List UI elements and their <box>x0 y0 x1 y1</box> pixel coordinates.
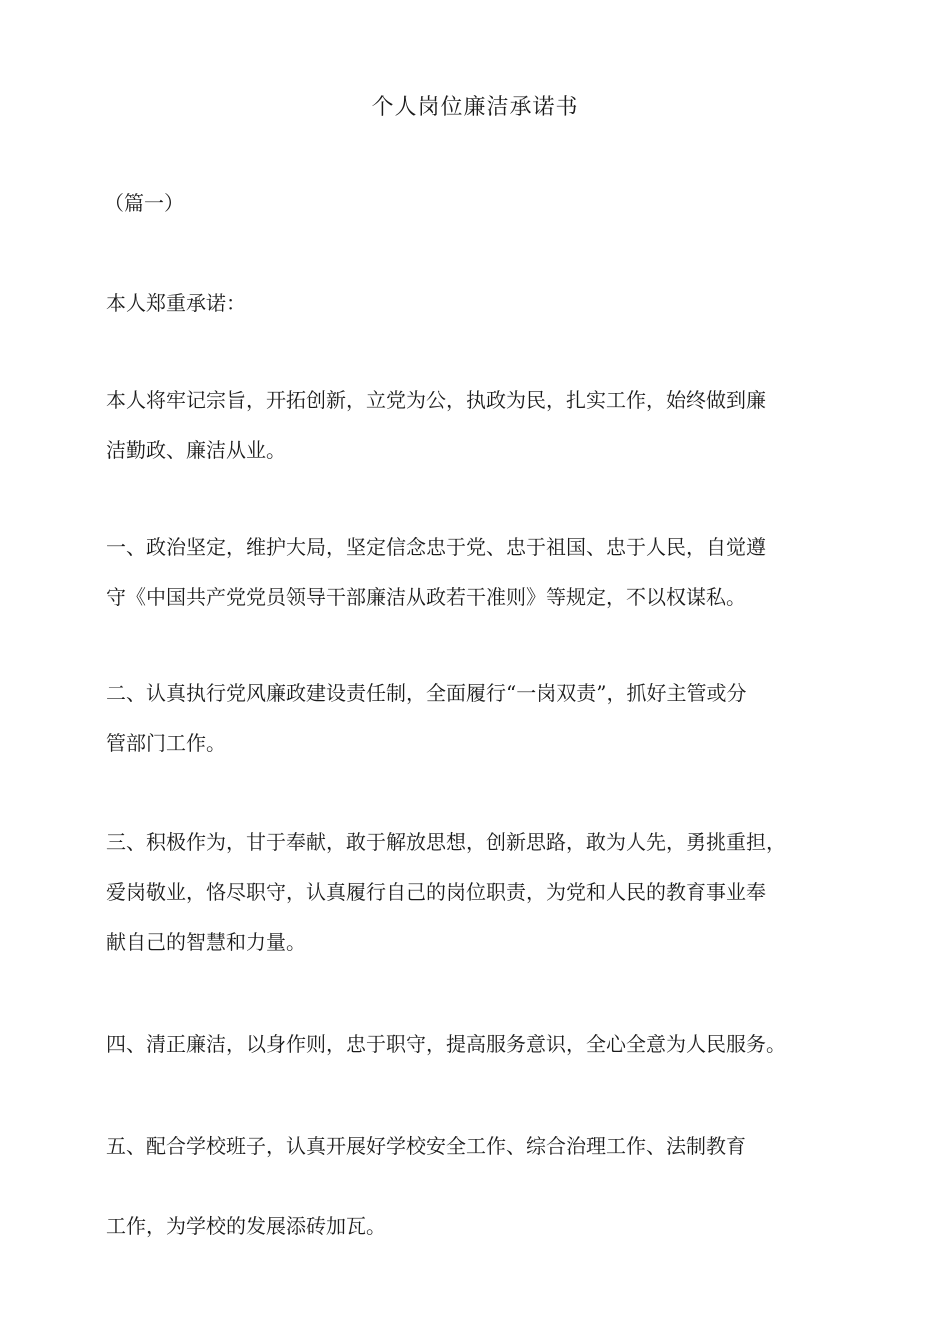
item-3-line-2: 爱岗敬业，恪尽职守，认真履行自己的岗位职责，为党和人民的教育事业奉 <box>106 880 766 904</box>
intro-line <box>106 278 866 328</box>
section-label-text: （篇一） <box>104 191 184 215</box>
item-3-line-3: 献自己的智慧和力量。 <box>106 930 306 954</box>
lead-line-1: 本人将牢记宗旨，开拓创新，立党为公，执政为民，扎实工作，始终做到廉 <box>106 388 766 412</box>
item-2-line-2: 管部门工作。 <box>106 731 226 755</box>
intro-text: 本人郑重承诺： <box>106 291 246 315</box>
item-5-line-1: 五、配合学校班子，认真开展好学校安全工作、综合治理工作、法制教育 <box>106 1134 746 1158</box>
commitment-item-3 <box>106 817 866 967</box>
section-label <box>104 178 864 228</box>
item-2-line-1: 二、认真执行党风廉政建设责任制，全面履行“一岗双责”，抓好主管或分 <box>106 681 747 705</box>
lead-paragraph <box>106 375 866 475</box>
item-3-line-1: 三、积极作为，甘于奉献，敢于解放思想，创新思路，敢为人先，勇挑重担， <box>106 830 786 854</box>
item-5-line-2: 工作，为学校的发展添砖加瓦。 <box>106 1214 386 1238</box>
commitment-item-5 <box>106 1121 866 1253</box>
item-1-line-2: 守《中国共产党党员领导干部廉洁从政若干准则》等规定，不以权谋私。 <box>106 585 746 609</box>
document-title: 个人岗位廉洁承诺书 <box>371 95 579 120</box>
item-1-line-1: 一、政治坚定，维护大局，坚定信念忠于党、忠于祖国、忠于人民，自觉遵 <box>106 535 766 559</box>
commitment-item-2 <box>106 668 866 768</box>
lead-line-2: 洁勤政、廉洁从业。 <box>106 438 286 462</box>
commitment-item-4 <box>106 1019 866 1069</box>
commitment-item-1 <box>106 522 866 622</box>
item-4-line-1: 四、清正廉洁，以身作则，忠于职守，提高服务意识，全心全意为人民服务。 <box>106 1032 786 1056</box>
